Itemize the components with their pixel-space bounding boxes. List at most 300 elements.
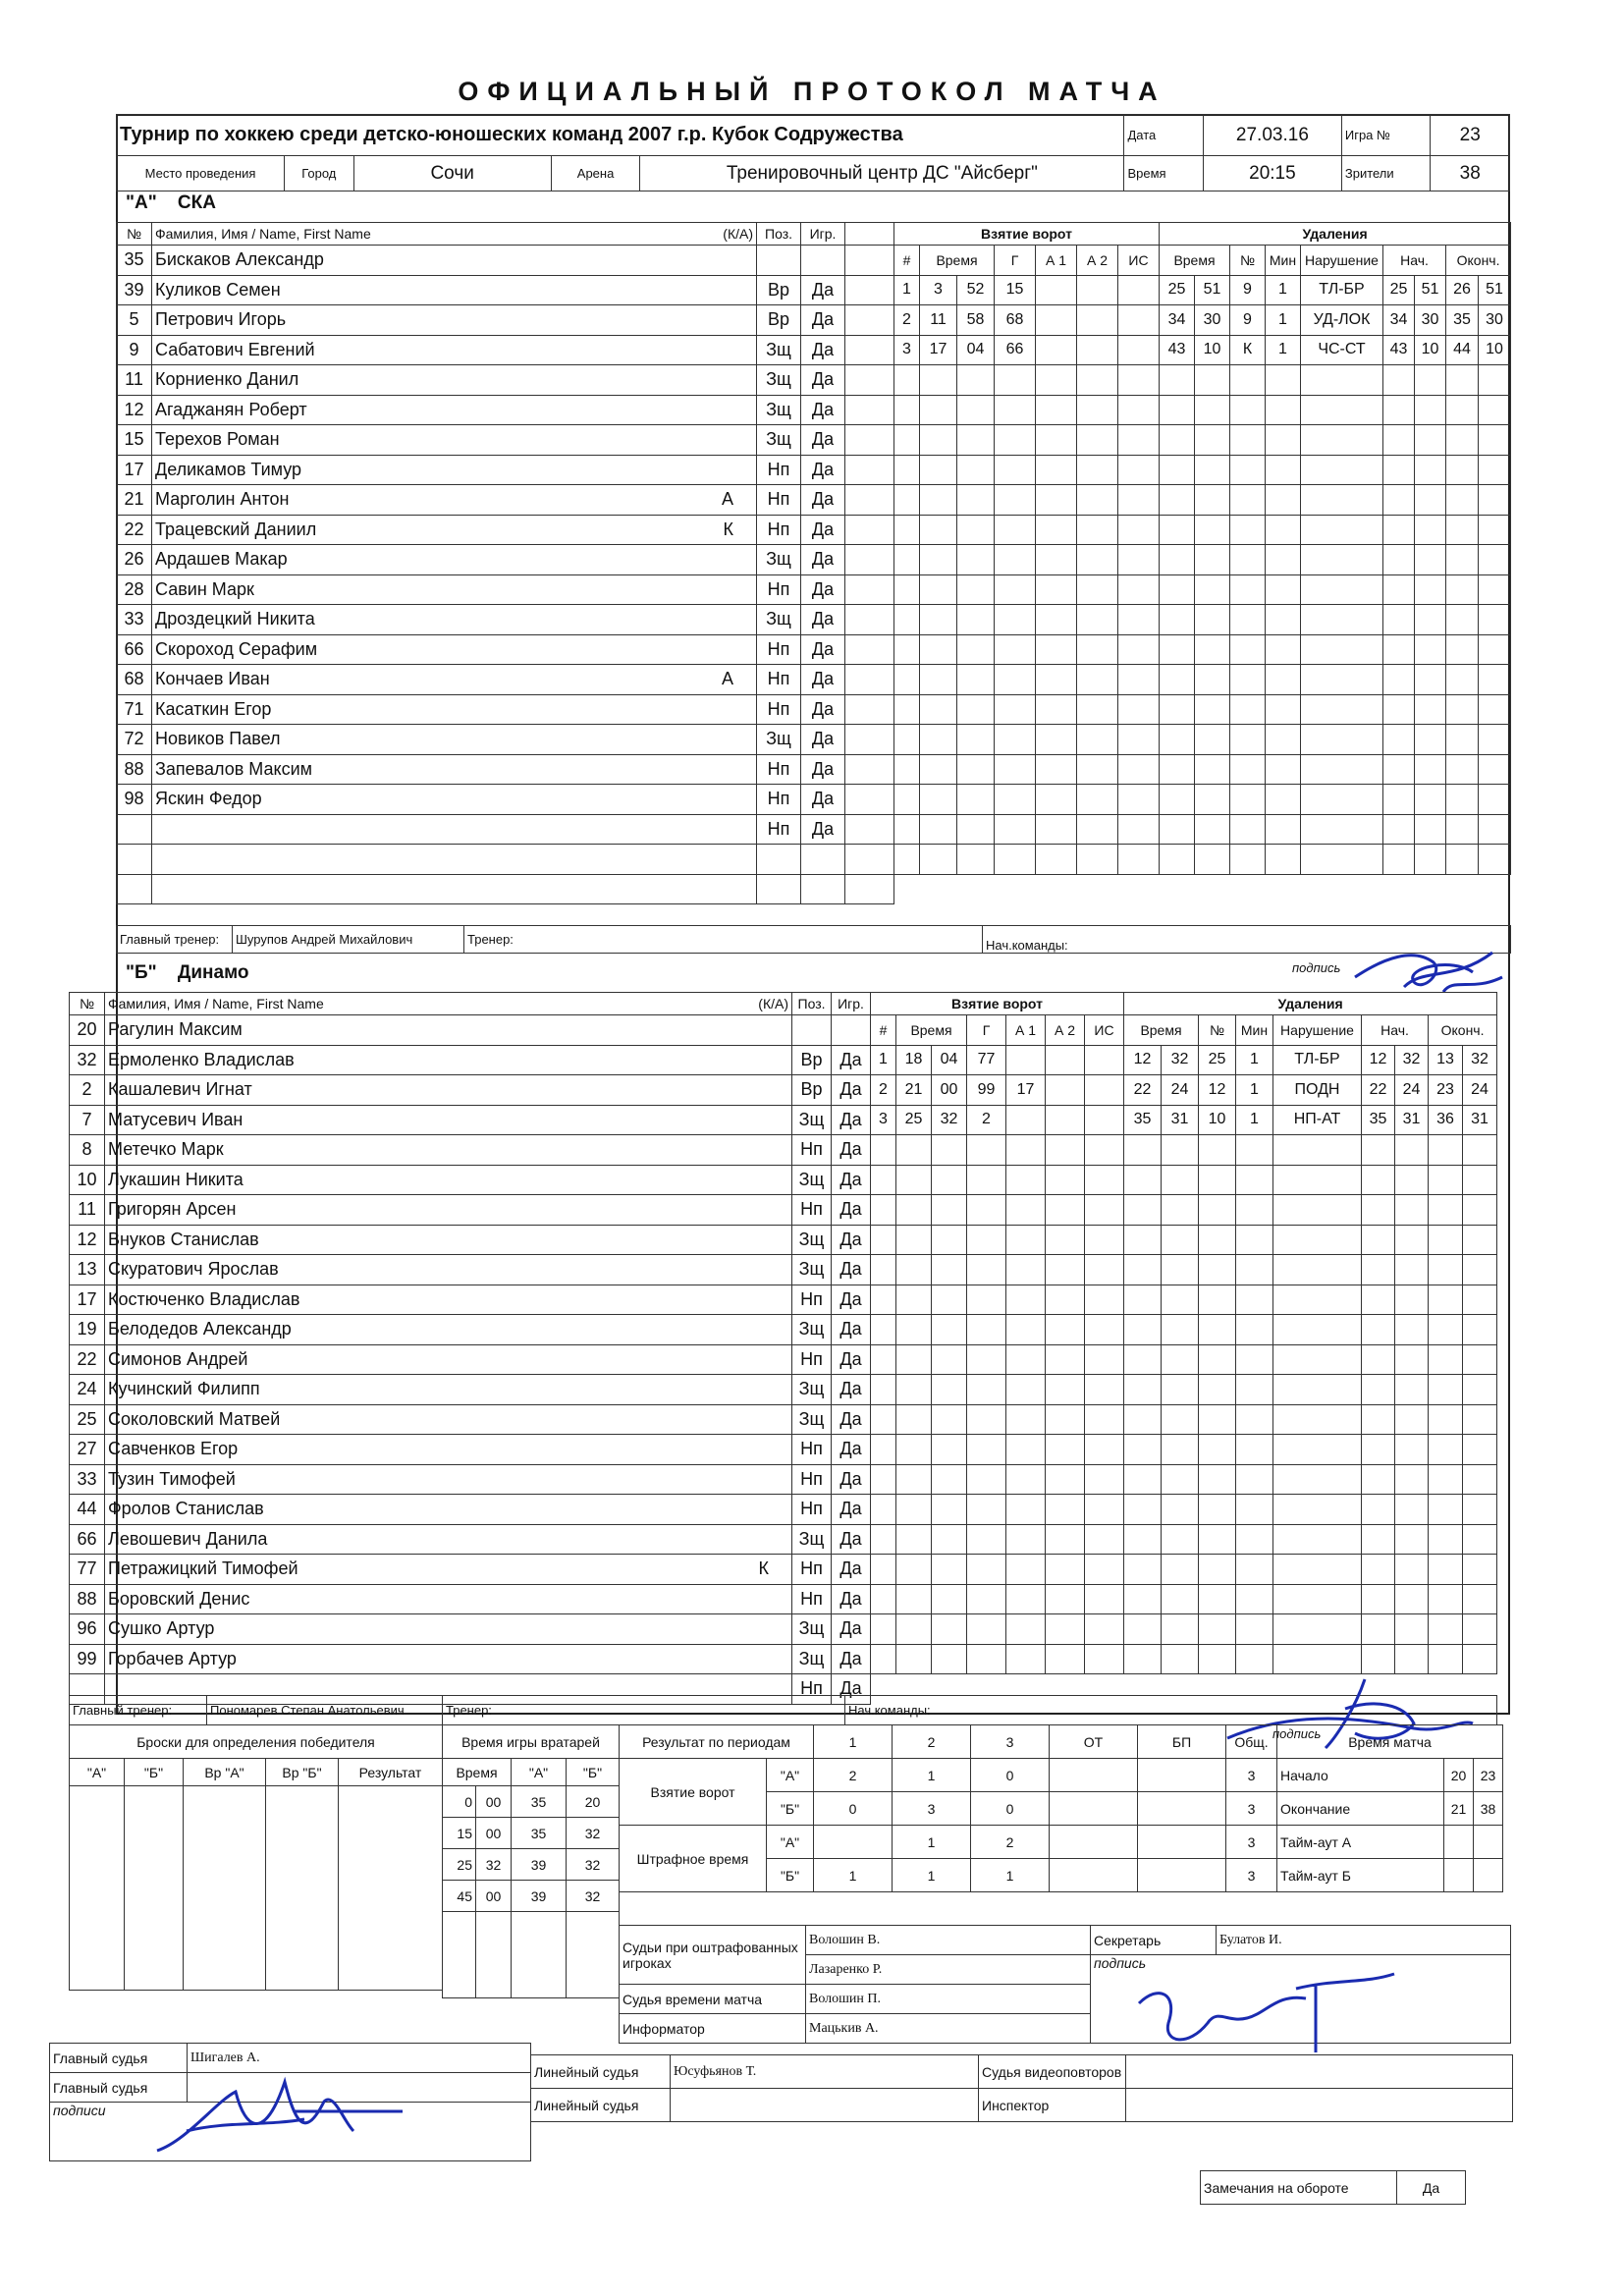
team-a-roster bbox=[116, 222, 894, 904]
pen-violation bbox=[1273, 1584, 1362, 1614]
goal-number bbox=[871, 1404, 896, 1435]
goal-minute bbox=[920, 605, 957, 635]
player-row bbox=[70, 1435, 871, 1465]
goal-scorer bbox=[967, 1344, 1006, 1375]
goal-second bbox=[932, 1375, 967, 1405]
pen-col-start: Нач. bbox=[1383, 246, 1446, 276]
pen-start-sec bbox=[1395, 1195, 1429, 1226]
goal-scorer bbox=[967, 1285, 1006, 1315]
goal-situation bbox=[1118, 485, 1160, 516]
pen-end-sec bbox=[1463, 1315, 1497, 1345]
informer-label: Информатор bbox=[620, 2014, 806, 2044]
goals-row-label: Взятие ворот bbox=[620, 1759, 767, 1826]
goal-second bbox=[932, 1464, 967, 1495]
goal-assist-1 bbox=[1006, 1105, 1046, 1135]
goal-situation bbox=[1118, 785, 1160, 815]
pen-start-min bbox=[1383, 365, 1415, 396]
pen-col-violation: Нарушение bbox=[1301, 246, 1383, 276]
shootout-title: Броски для определения победителя bbox=[70, 1725, 443, 1759]
pen-minutes bbox=[1266, 545, 1301, 575]
player-name: Дроздецкий Никита bbox=[155, 609, 315, 629]
penalty-row bbox=[1124, 1225, 1497, 1255]
goal-situation bbox=[1085, 1495, 1124, 1525]
player-name: Петражицкий Тимофей bbox=[108, 1558, 298, 1579]
player-number: 88 bbox=[117, 754, 152, 785]
player-name: Ермоленко Владислав bbox=[108, 1049, 295, 1069]
goal-second bbox=[957, 694, 995, 725]
city-label: Город bbox=[285, 156, 353, 191]
secretary-name: Булатов И. bbox=[1217, 1926, 1511, 1955]
player-played: Да bbox=[801, 455, 845, 485]
pen-player bbox=[1199, 1524, 1236, 1555]
pen-start-min: 22 bbox=[1362, 1075, 1395, 1106]
pen-second bbox=[1162, 1464, 1199, 1495]
pen-violation bbox=[1301, 785, 1383, 815]
goal-second bbox=[932, 1495, 967, 1525]
player-name-cell bbox=[105, 1045, 792, 1075]
team-b-row-label: "Б" bbox=[767, 1859, 814, 1892]
pen-player bbox=[1230, 754, 1266, 785]
goal-number bbox=[871, 1195, 896, 1226]
goal-situation bbox=[1085, 1435, 1124, 1465]
goal-number: 2 bbox=[871, 1075, 896, 1106]
player-position: Нп bbox=[757, 694, 801, 725]
pen-second bbox=[1195, 485, 1230, 516]
player-name-cell bbox=[105, 1105, 792, 1135]
pen-second bbox=[1195, 574, 1230, 605]
pen-minutes bbox=[1236, 1464, 1273, 1495]
col-name-label: Фамилия, Имя / Name, First Name bbox=[155, 226, 371, 242]
goal-scorer bbox=[995, 395, 1036, 425]
pen-player bbox=[1199, 1285, 1236, 1315]
goal-minute bbox=[920, 545, 957, 575]
goal-scorer bbox=[995, 814, 1036, 845]
pen-minutes bbox=[1266, 694, 1301, 725]
pen-second bbox=[1162, 1524, 1199, 1555]
player-name-cell bbox=[105, 1495, 792, 1525]
goalie-a-number: 39 bbox=[512, 1849, 567, 1881]
video-ref-value bbox=[1126, 2055, 1513, 2089]
goal-minute: 11 bbox=[920, 305, 957, 336]
player-name: Белодедов Александр bbox=[108, 1319, 292, 1339]
goal-assist-1 bbox=[1036, 305, 1077, 336]
player-name-cell bbox=[105, 1075, 792, 1106]
goal-row bbox=[894, 425, 1160, 456]
goal-assist-2 bbox=[1046, 1375, 1085, 1405]
goal-number bbox=[871, 1315, 896, 1345]
player-position: Нп bbox=[757, 455, 801, 485]
goal-second bbox=[932, 1255, 967, 1285]
pen-second: 10 bbox=[1195, 335, 1230, 365]
goal-row bbox=[871, 1524, 1124, 1555]
pen-start-sec bbox=[1395, 1225, 1429, 1255]
pen-start-sec bbox=[1395, 1464, 1429, 1495]
pen-minute bbox=[1124, 1225, 1162, 1255]
pen-violation bbox=[1301, 395, 1383, 425]
goal-assist-2 bbox=[1046, 1315, 1085, 1345]
player-name: Куликов Семен bbox=[155, 279, 281, 300]
goal-assist-1 bbox=[1036, 574, 1077, 605]
player-position: Нп bbox=[757, 515, 801, 545]
goal-number bbox=[894, 694, 920, 725]
player-position: Зщ bbox=[792, 1165, 832, 1195]
pen-start-min bbox=[1383, 814, 1415, 845]
goal-number bbox=[894, 455, 920, 485]
goal-second: 52 bbox=[957, 275, 995, 305]
player-name-cell bbox=[152, 605, 757, 635]
remarks-label: Замечания на обороте bbox=[1201, 2171, 1397, 2205]
goalie-b-number: 32 bbox=[567, 1818, 620, 1849]
goal-second bbox=[932, 1225, 967, 1255]
pen-violation bbox=[1301, 605, 1383, 635]
pen-start-sec bbox=[1415, 605, 1446, 635]
roster-spacer bbox=[845, 725, 894, 755]
spectators-label: Зрители bbox=[1341, 156, 1431, 191]
goal-minute: 21 bbox=[896, 1075, 932, 1106]
goal-situation bbox=[1085, 1524, 1124, 1555]
pen-col-min: Мин bbox=[1266, 246, 1301, 276]
player-played: Да bbox=[832, 1614, 871, 1645]
pen-end-min: 26 bbox=[1446, 275, 1479, 305]
pen-end-sec bbox=[1479, 845, 1511, 875]
pen-second bbox=[1195, 634, 1230, 665]
goal-minute bbox=[920, 515, 957, 545]
player-number bbox=[117, 814, 152, 845]
player-position: Нп bbox=[757, 634, 801, 665]
goalie-time-row bbox=[443, 1849, 620, 1881]
pen-end-sec: 32 bbox=[1463, 1045, 1497, 1075]
player-played: Да bbox=[832, 1674, 871, 1705]
pen-col-end: Оконч. bbox=[1429, 1015, 1497, 1046]
team-b-header bbox=[126, 962, 248, 984]
goal-assist-2 bbox=[1077, 694, 1118, 725]
pen-violation bbox=[1301, 754, 1383, 785]
pen-minute bbox=[1160, 455, 1195, 485]
pen-end-min: 13 bbox=[1429, 1045, 1463, 1075]
shootout-col-a: "А" bbox=[70, 1759, 125, 1786]
player-played: Да bbox=[832, 1344, 871, 1375]
goal-col-a2: А 2 bbox=[1046, 1015, 1085, 1046]
goal-situation bbox=[1118, 725, 1160, 755]
pen-end-sec: 10 bbox=[1479, 335, 1511, 365]
team-a-captain-label: Нач.команды: bbox=[983, 926, 1511, 954]
player-name: Бискаков Александр bbox=[155, 249, 324, 270]
player-played: Да bbox=[832, 1375, 871, 1405]
player-position: Зщ bbox=[792, 1255, 832, 1285]
inspector-label: Инспектор bbox=[979, 2089, 1126, 2122]
pen-minutes bbox=[1266, 425, 1301, 456]
player-name-cell bbox=[152, 275, 757, 305]
goal-row bbox=[894, 545, 1160, 575]
pen-start-sec bbox=[1395, 1495, 1429, 1525]
player-row bbox=[70, 1614, 871, 1645]
goal-minute bbox=[896, 1524, 932, 1555]
penalty-row bbox=[1160, 305, 1511, 336]
goal-minute bbox=[896, 1135, 932, 1166]
pen-end-sec bbox=[1463, 1464, 1497, 1495]
goal-second bbox=[957, 634, 995, 665]
period-col-3: 3 bbox=[971, 1725, 1050, 1759]
pen-end-min bbox=[1429, 1225, 1463, 1255]
pim-a-p2: 1 bbox=[893, 1826, 971, 1859]
roster-spacer bbox=[845, 515, 894, 545]
goal-assist-1 bbox=[1036, 335, 1077, 365]
roster-spacer bbox=[845, 665, 894, 695]
goal-minute bbox=[920, 395, 957, 425]
goal-number bbox=[894, 545, 920, 575]
pen-start-min bbox=[1383, 785, 1415, 815]
goal-col-a2: А 2 bbox=[1077, 246, 1118, 276]
player-played: Да bbox=[832, 1195, 871, 1226]
goal-situation bbox=[1118, 455, 1160, 485]
pen-end-sec bbox=[1463, 1135, 1497, 1166]
player-name: Костюченко Владислав bbox=[108, 1288, 300, 1309]
pen-player: К bbox=[1230, 335, 1266, 365]
pim-a-total: 3 bbox=[1226, 1826, 1277, 1859]
col-played: Игр. bbox=[801, 223, 845, 246]
pen-start-min bbox=[1362, 1285, 1395, 1315]
pen-start-min bbox=[1383, 485, 1415, 516]
goal-number bbox=[894, 485, 920, 516]
player-number: 12 bbox=[117, 395, 152, 425]
player-name: Тузин Тимофей bbox=[108, 1468, 236, 1489]
goal-assist-2 bbox=[1046, 1614, 1085, 1645]
penalty-row bbox=[1124, 1555, 1497, 1585]
pen-minutes bbox=[1236, 1375, 1273, 1405]
player-position: Нп bbox=[792, 1584, 832, 1614]
goal-assist-2 bbox=[1077, 335, 1118, 365]
goal-col-g: Г bbox=[967, 1015, 1006, 1046]
col-name-label: Фамилия, Имя / Name, First Name bbox=[108, 996, 324, 1011]
goal-assist-2 bbox=[1046, 1555, 1085, 1585]
goal-row bbox=[871, 1404, 1124, 1435]
roster-spacer bbox=[845, 246, 894, 276]
pen-end-min bbox=[1446, 515, 1479, 545]
goal-minute bbox=[920, 725, 957, 755]
pen-second: 51 bbox=[1195, 275, 1230, 305]
col-ka: (К/А) bbox=[758, 996, 788, 1011]
player-name: Савченков Егор bbox=[108, 1439, 239, 1459]
goal-scorer bbox=[995, 785, 1036, 815]
goals-b-bp bbox=[1138, 1792, 1226, 1826]
goal-minute bbox=[920, 785, 957, 815]
penalty-row bbox=[1160, 785, 1511, 815]
goal-second: 00 bbox=[932, 1075, 967, 1106]
pen-end-sec bbox=[1479, 515, 1511, 545]
player-played: Да bbox=[832, 1105, 871, 1135]
goal-col-a1: А 1 bbox=[1006, 1015, 1046, 1046]
goal-second: 04 bbox=[932, 1045, 967, 1075]
player-name-cell bbox=[152, 246, 757, 276]
goal-assist-2 bbox=[1046, 1644, 1085, 1674]
player-name: Агаджанян Роберт bbox=[155, 399, 307, 419]
goal-minute bbox=[920, 485, 957, 516]
goal-second bbox=[932, 1584, 967, 1614]
goals-b-p1: 0 bbox=[814, 1792, 893, 1826]
pim-a-p1 bbox=[814, 1826, 893, 1859]
goalie-a-number: 35 bbox=[512, 1818, 567, 1849]
goal-scorer: 77 bbox=[967, 1045, 1006, 1075]
roster-spacer bbox=[845, 874, 894, 904]
pen-second: 24 bbox=[1162, 1075, 1199, 1106]
player-position: Нп bbox=[757, 574, 801, 605]
penalty-row bbox=[1124, 1255, 1497, 1285]
pen-violation bbox=[1273, 1344, 1362, 1375]
video-ref-label: Судья видеоповторов bbox=[979, 2055, 1126, 2089]
player-name-cell bbox=[105, 1614, 792, 1645]
goal-second bbox=[957, 395, 995, 425]
goal-minute bbox=[896, 1225, 932, 1255]
pen-minutes bbox=[1266, 665, 1301, 695]
goal-minute bbox=[896, 1375, 932, 1405]
goals-b-ot bbox=[1050, 1792, 1138, 1826]
pen-end-sec bbox=[1479, 814, 1511, 845]
goal-scorer bbox=[995, 754, 1036, 785]
pen-end-sec bbox=[1479, 545, 1511, 575]
pen-violation: ЧС-СТ bbox=[1301, 335, 1383, 365]
pen-minutes: 1 bbox=[1266, 275, 1301, 305]
player-name: Запевалов Максим bbox=[155, 758, 313, 779]
pim-b-bp bbox=[1138, 1859, 1226, 1892]
pen-minute: 25 bbox=[1160, 275, 1195, 305]
col-name bbox=[152, 223, 757, 246]
goal-second bbox=[932, 1195, 967, 1226]
pen-player bbox=[1230, 425, 1266, 456]
player-row bbox=[70, 1404, 871, 1435]
pen-second bbox=[1195, 515, 1230, 545]
goal-assist-1 bbox=[1006, 1555, 1046, 1585]
player-row bbox=[117, 425, 894, 456]
goalie-time-title: Время игры вратарей bbox=[443, 1725, 620, 1759]
pen-start-min bbox=[1383, 754, 1415, 785]
player-position: Зщ bbox=[792, 1225, 832, 1255]
goal-number bbox=[871, 1555, 896, 1585]
roster-spacer bbox=[845, 694, 894, 725]
pen-end-min bbox=[1446, 425, 1479, 456]
goal-second bbox=[932, 1555, 967, 1585]
pen-start-sec bbox=[1395, 1285, 1429, 1315]
player-position: Зщ bbox=[792, 1644, 832, 1674]
team-b-row-label: "Б" bbox=[767, 1792, 814, 1826]
pen-violation bbox=[1301, 574, 1383, 605]
pen-minutes bbox=[1266, 365, 1301, 396]
pen-second bbox=[1162, 1555, 1199, 1585]
player-row bbox=[117, 605, 894, 635]
goal-situation bbox=[1118, 605, 1160, 635]
pen-player bbox=[1199, 1165, 1236, 1195]
goal-row bbox=[871, 1225, 1124, 1255]
goalie-change-minute: 0 bbox=[443, 1786, 476, 1818]
goal-scorer bbox=[967, 1644, 1006, 1674]
pen-minute bbox=[1124, 1165, 1162, 1195]
player-name: Симонов Андрей bbox=[108, 1348, 248, 1369]
pen-minute bbox=[1124, 1524, 1162, 1555]
goal-scorer bbox=[967, 1524, 1006, 1555]
goal-assist-2 bbox=[1046, 1105, 1085, 1135]
timeout-a-label: Тайм-аут А bbox=[1277, 1826, 1444, 1859]
player-role: А bbox=[721, 669, 733, 689]
pen-end-sec bbox=[1463, 1404, 1497, 1435]
goal-minute bbox=[896, 1344, 932, 1375]
player-name-cell bbox=[152, 785, 757, 815]
goal-second bbox=[957, 515, 995, 545]
goal-row bbox=[894, 275, 1160, 305]
player-number: 24 bbox=[70, 1375, 105, 1405]
col-played: Игр. bbox=[832, 993, 871, 1015]
goal-number bbox=[894, 574, 920, 605]
linesman-2 bbox=[671, 2089, 979, 2122]
pen-minutes bbox=[1236, 1404, 1273, 1435]
pen-violation: ТЛ-БР bbox=[1273, 1045, 1362, 1075]
player-played: Да bbox=[801, 605, 845, 635]
player-name-cell bbox=[105, 1195, 792, 1226]
pen-end-min bbox=[1446, 485, 1479, 516]
pen-col-no: № bbox=[1230, 246, 1266, 276]
player-row bbox=[70, 1495, 871, 1525]
goal-situation bbox=[1085, 1344, 1124, 1375]
goal-scorer bbox=[995, 634, 1036, 665]
pen-violation bbox=[1301, 485, 1383, 516]
pen-end-min bbox=[1429, 1195, 1463, 1226]
goal-second: 58 bbox=[957, 305, 995, 336]
pen-player: 10 bbox=[1199, 1105, 1236, 1135]
pen-violation bbox=[1301, 365, 1383, 396]
pen-violation: ТЛ-БР bbox=[1301, 275, 1383, 305]
goal-minute bbox=[920, 694, 957, 725]
player-name-cell bbox=[152, 305, 757, 336]
pen-player bbox=[1199, 1435, 1236, 1465]
goal-col-a1: А 1 bbox=[1036, 246, 1077, 276]
penalty-row bbox=[1160, 814, 1511, 845]
pen-start-sec bbox=[1395, 1614, 1429, 1645]
player-position: Зщ bbox=[792, 1375, 832, 1405]
goal-situation bbox=[1085, 1165, 1124, 1195]
pen-player bbox=[1199, 1315, 1236, 1345]
player-row bbox=[117, 574, 894, 605]
goal-assist-1 bbox=[1036, 754, 1077, 785]
player-number: 35 bbox=[117, 246, 152, 276]
goal-scorer bbox=[995, 455, 1036, 485]
goal-row bbox=[871, 1435, 1124, 1465]
player-name-cell bbox=[152, 425, 757, 456]
player-name-cell bbox=[105, 1584, 792, 1614]
player-name-cell bbox=[105, 1225, 792, 1255]
goal-assist-1 bbox=[1006, 1135, 1046, 1166]
pen-end-min bbox=[1446, 845, 1479, 875]
city-value: Сочи bbox=[353, 156, 551, 191]
goal-number bbox=[894, 395, 920, 425]
pen-violation bbox=[1273, 1464, 1362, 1495]
pen-violation bbox=[1273, 1435, 1362, 1465]
goal-assist-1 bbox=[1006, 1584, 1046, 1614]
player-number: 11 bbox=[70, 1195, 105, 1226]
penalty-row bbox=[1124, 1404, 1497, 1435]
pen-start-min bbox=[1362, 1464, 1395, 1495]
pen-start-min bbox=[1362, 1225, 1395, 1255]
team-a-coach-label: Тренер: bbox=[464, 926, 983, 954]
end-h: 21 bbox=[1444, 1792, 1474, 1826]
pim-a-ot bbox=[1050, 1826, 1138, 1859]
goal-number: 3 bbox=[871, 1105, 896, 1135]
player-name-cell bbox=[152, 694, 757, 725]
player-name-cell bbox=[152, 545, 757, 575]
pen-minute bbox=[1124, 1375, 1162, 1405]
penalty-row bbox=[1124, 1285, 1497, 1315]
goal-assist-2 bbox=[1046, 1075, 1085, 1106]
team-a-head-coach-label: Главный тренер: bbox=[117, 926, 233, 954]
goal-scorer bbox=[967, 1225, 1006, 1255]
pen-end-sec bbox=[1463, 1524, 1497, 1555]
